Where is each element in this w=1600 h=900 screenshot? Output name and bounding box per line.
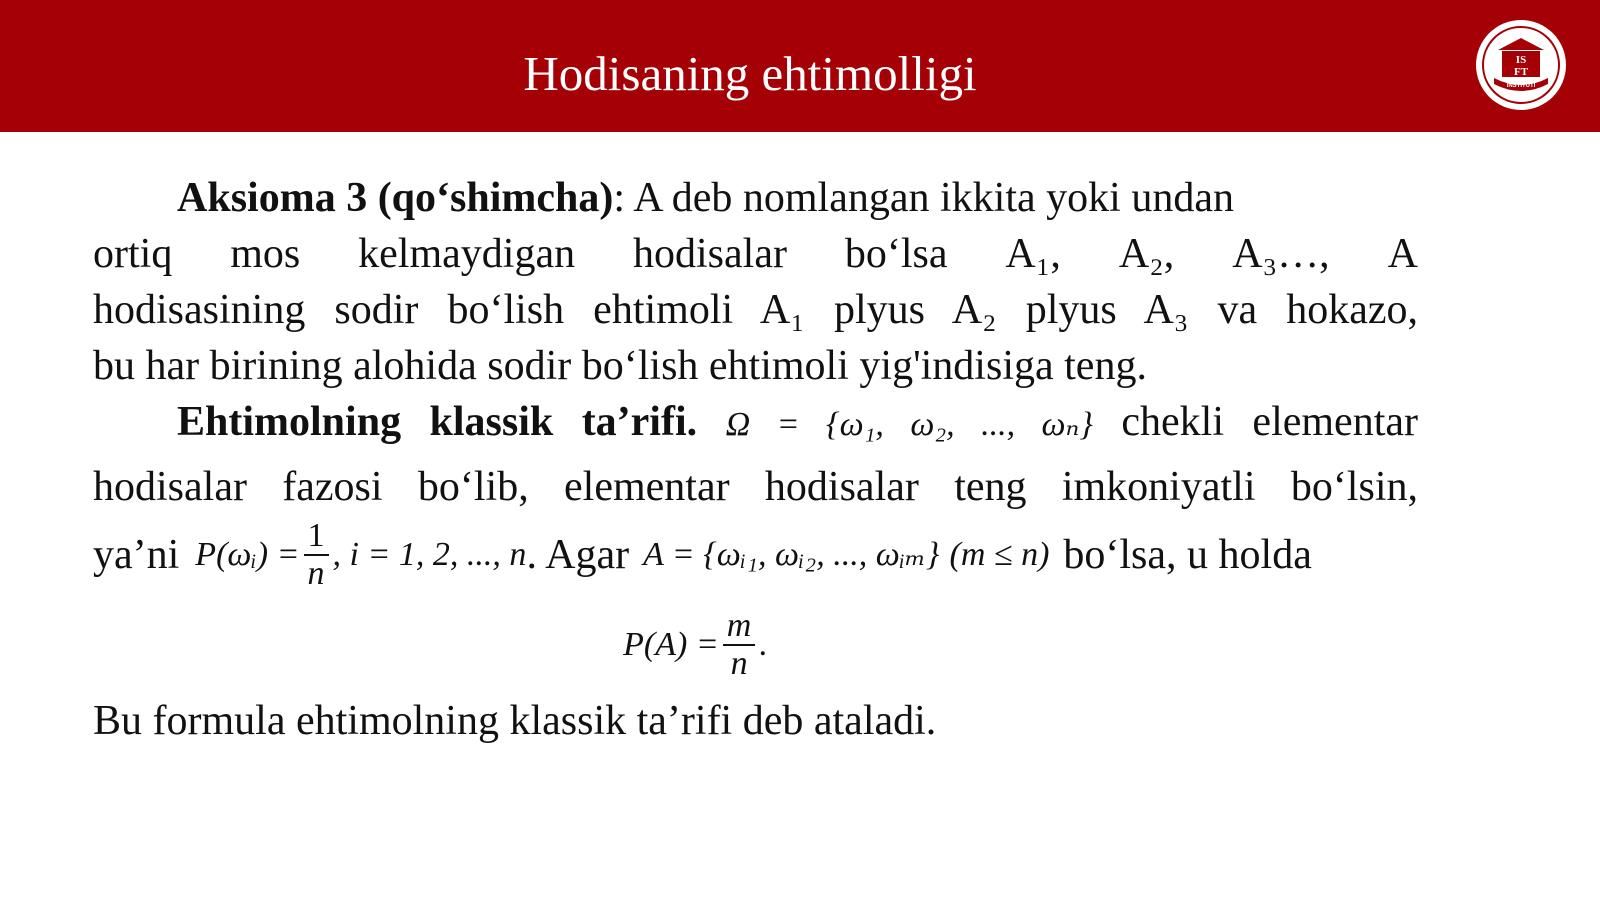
axiom-word: kelmaydigan	[358, 231, 576, 277]
event-term: A₁,	[1005, 231, 1061, 277]
axiom-line-3: hodisasining sodir bo‘lish ehtimoli A₁ plyus A₂ plyus A₃ va hokazo,	[93, 287, 1418, 333]
condition-formula: (m ≤ n)	[949, 536, 1050, 573]
definition-line-1	[93, 394, 1418, 453]
definition-line-2: hodisalar fazosi bo‘lib, elementar hodisalar teng imkoniyatli bo‘lsin,	[93, 464, 1418, 510]
conclusion-line: Bu formula ehtimolning klassik ta’rifi deb ataladi.	[93, 698, 937, 744]
fraction-numerator: m	[726, 607, 752, 644]
axiom-line-1	[93, 170, 1418, 226]
event-term: A₃…,	[1232, 231, 1330, 277]
set-a-formula: A = {ωᵢ₁, ωᵢ₂, ..., ωᵢₘ}	[643, 536, 940, 573]
agar-word: . Agar	[526, 532, 630, 578]
definition-line-3	[93, 513, 1418, 597]
result-period: .	[759, 626, 768, 663]
yani-word: ya’ni	[93, 532, 180, 578]
event-term: A₂,	[1118, 231, 1175, 277]
definition-label: Ehtimolning klassik ta’rifi.	[177, 399, 698, 445]
isft-seal-icon	[1476, 20, 1566, 110]
institute-logo	[1476, 20, 1566, 110]
event-term: A	[1387, 231, 1418, 277]
axiom-label: Aksioma 3 (qo‘shimcha)	[177, 175, 614, 221]
svg-text:INSTITUTI: INSTITUTI	[1506, 83, 1536, 89]
definition-line-1-text: chekli elementar	[1121, 399, 1418, 445]
omega-formula: Ω = {ω₁, ω₂, ..., ωₙ}	[725, 406, 1093, 443]
slide-header	[0, 0, 1600, 132]
axiom-word: ortiq	[93, 231, 173, 277]
fraction-numerator: 1	[307, 517, 325, 554]
svg-text:IS: IS	[1515, 54, 1527, 66]
svg-text:FT: FT	[1513, 66, 1529, 78]
fraction-denominator: n	[307, 555, 325, 592]
slide-content	[93, 170, 1418, 749]
fraction-m-over-n	[723, 608, 756, 682]
axiom-word: bo‘lsa	[844, 231, 948, 277]
fraction-one-over-n	[304, 518, 329, 592]
index-range: , i = 1, 2, ..., n	[332, 536, 527, 573]
axiom-line-4: bu har birining alohida sodir bo‘lish ehtimoli yig'indisiga teng.	[93, 343, 1147, 389]
fraction-denominator: n	[730, 645, 748, 682]
slide-title: Hodisaning ehtimolligi	[523, 46, 977, 101]
probability-lhs: P(ωᵢ) =	[195, 536, 300, 573]
axiom-line-2	[93, 226, 1418, 282]
axiom-line-1-text: : A deb nomlangan ikkita yoki undan	[613, 175, 1234, 221]
classic-probability-formula	[33, 597, 1358, 693]
axiom-word: mos	[230, 231, 301, 277]
axiom-word: hodisalar	[633, 231, 787, 277]
definition-line-3-tail: bo‘lsa, u holda	[1063, 532, 1312, 578]
result-lhs: P(A) =	[623, 626, 719, 663]
